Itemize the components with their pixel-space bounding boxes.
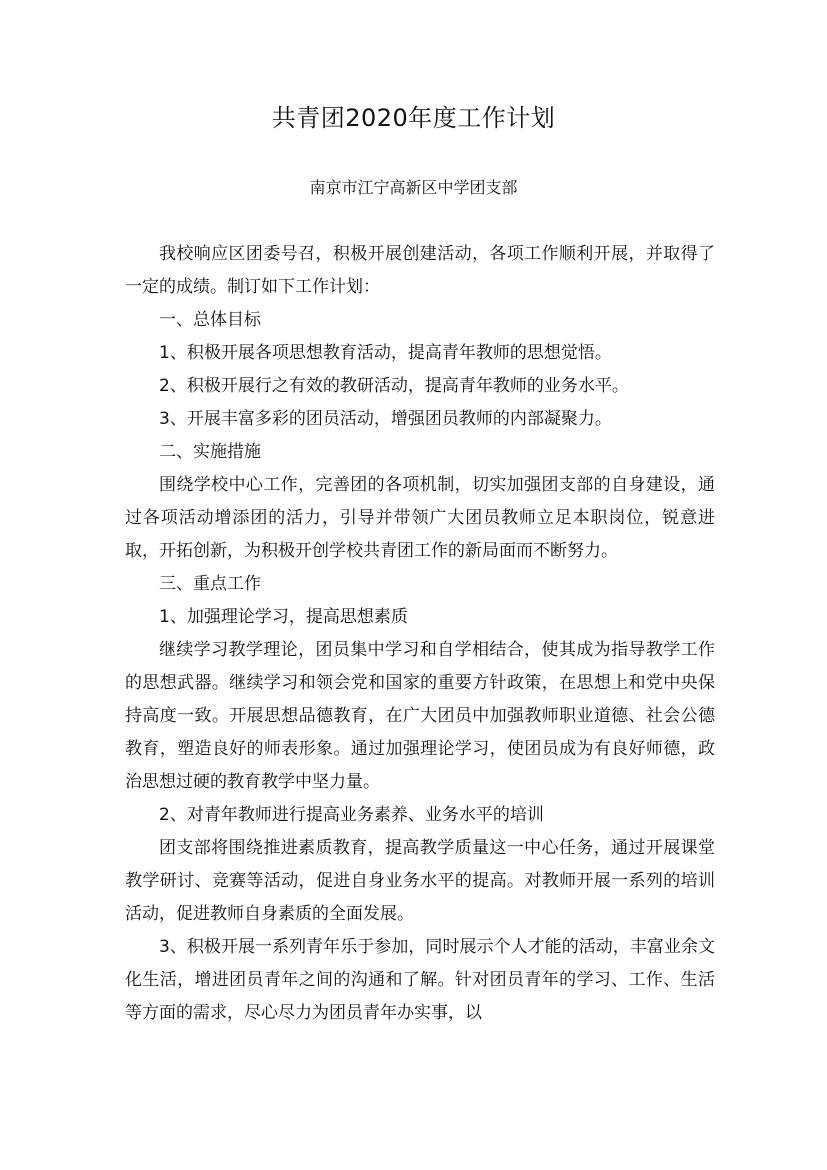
measures-paragraph: 围绕学校中心工作，完善团的各项机制，切实加强团支部的自身建设，通过各项活动增添团的活力，引导并带领广大团员教师立足本职岗位，锐意进取，开拓创新，为积极开创学校共青团工作的新局面而不断努力。 [125, 475, 715, 561]
document-body [125, 238, 715, 1030]
document-title: 共青团2020年度工作计划 [271, 104, 556, 132]
section-heading-measures: 二、实施措施 [159, 442, 261, 462]
key-work-item-1: 1、加强理论学习，提高思想素质 [159, 607, 408, 627]
key-work-paragraph-1: 继续学习教学理论，团员集中学习和自学相结合，使其成为指导教学工作的思想武器。继续学习和领会党和国家的重要方针政策，在思想上和党中央保持高度一致。开展思想品德教育，在广大团员中加强教师职业道德、社会公德教育，塑造良好的师表形象。通过加强理论学习，使团员成为有良好师德，政治思想过硬的教育教学中坚力量。 [125, 640, 715, 792]
key-work-paragraph-3: 3、积极开展一系列青年乐于参加，同时展示个人才能的活动，丰富业余文化生活，增进团员青年之间的沟通和了解。针对团员青年的学习、工作、生活等方面的需求，尽心尽力为团员青年办实事，以 [125, 937, 715, 1023]
section-heading-goals: 一、总体目标 [159, 310, 261, 330]
goal-item-2: 2、积极开展行之有效的教研活动，提高青年教师的业务水平。 [159, 376, 629, 396]
goal-item-3: 3、开展丰富多彩的团员活动，增强团员教师的内部凝聚力。 [159, 409, 612, 429]
intro-paragraph: 我校响应区团委号召，积极开展创建活动，各项工作顺利开展，并取得了一定的成绩。制订如下工作计划： [125, 244, 715, 297]
key-work-item-2: 2、对青年教师进行提高业务素养、业务水平的培训 [159, 805, 544, 825]
section-heading-key-work: 三、重点工作 [159, 574, 261, 594]
key-work-paragraph-2: 团支部将围绕推进素质教育，提高教学质量这一中心任务，通过开展课堂教学研讨、竞赛等活动，促进自身业务水平的提高。对教师开展一系列的培训活动，促进教师自身素质的全面发展。 [125, 838, 715, 924]
goal-item-1: 1、积极开展各项思想教育活动，提高青年教师的思想觉悟。 [159, 343, 612, 363]
document-subtitle: 南京市江宁高新区中学团支部 [309, 178, 518, 197]
